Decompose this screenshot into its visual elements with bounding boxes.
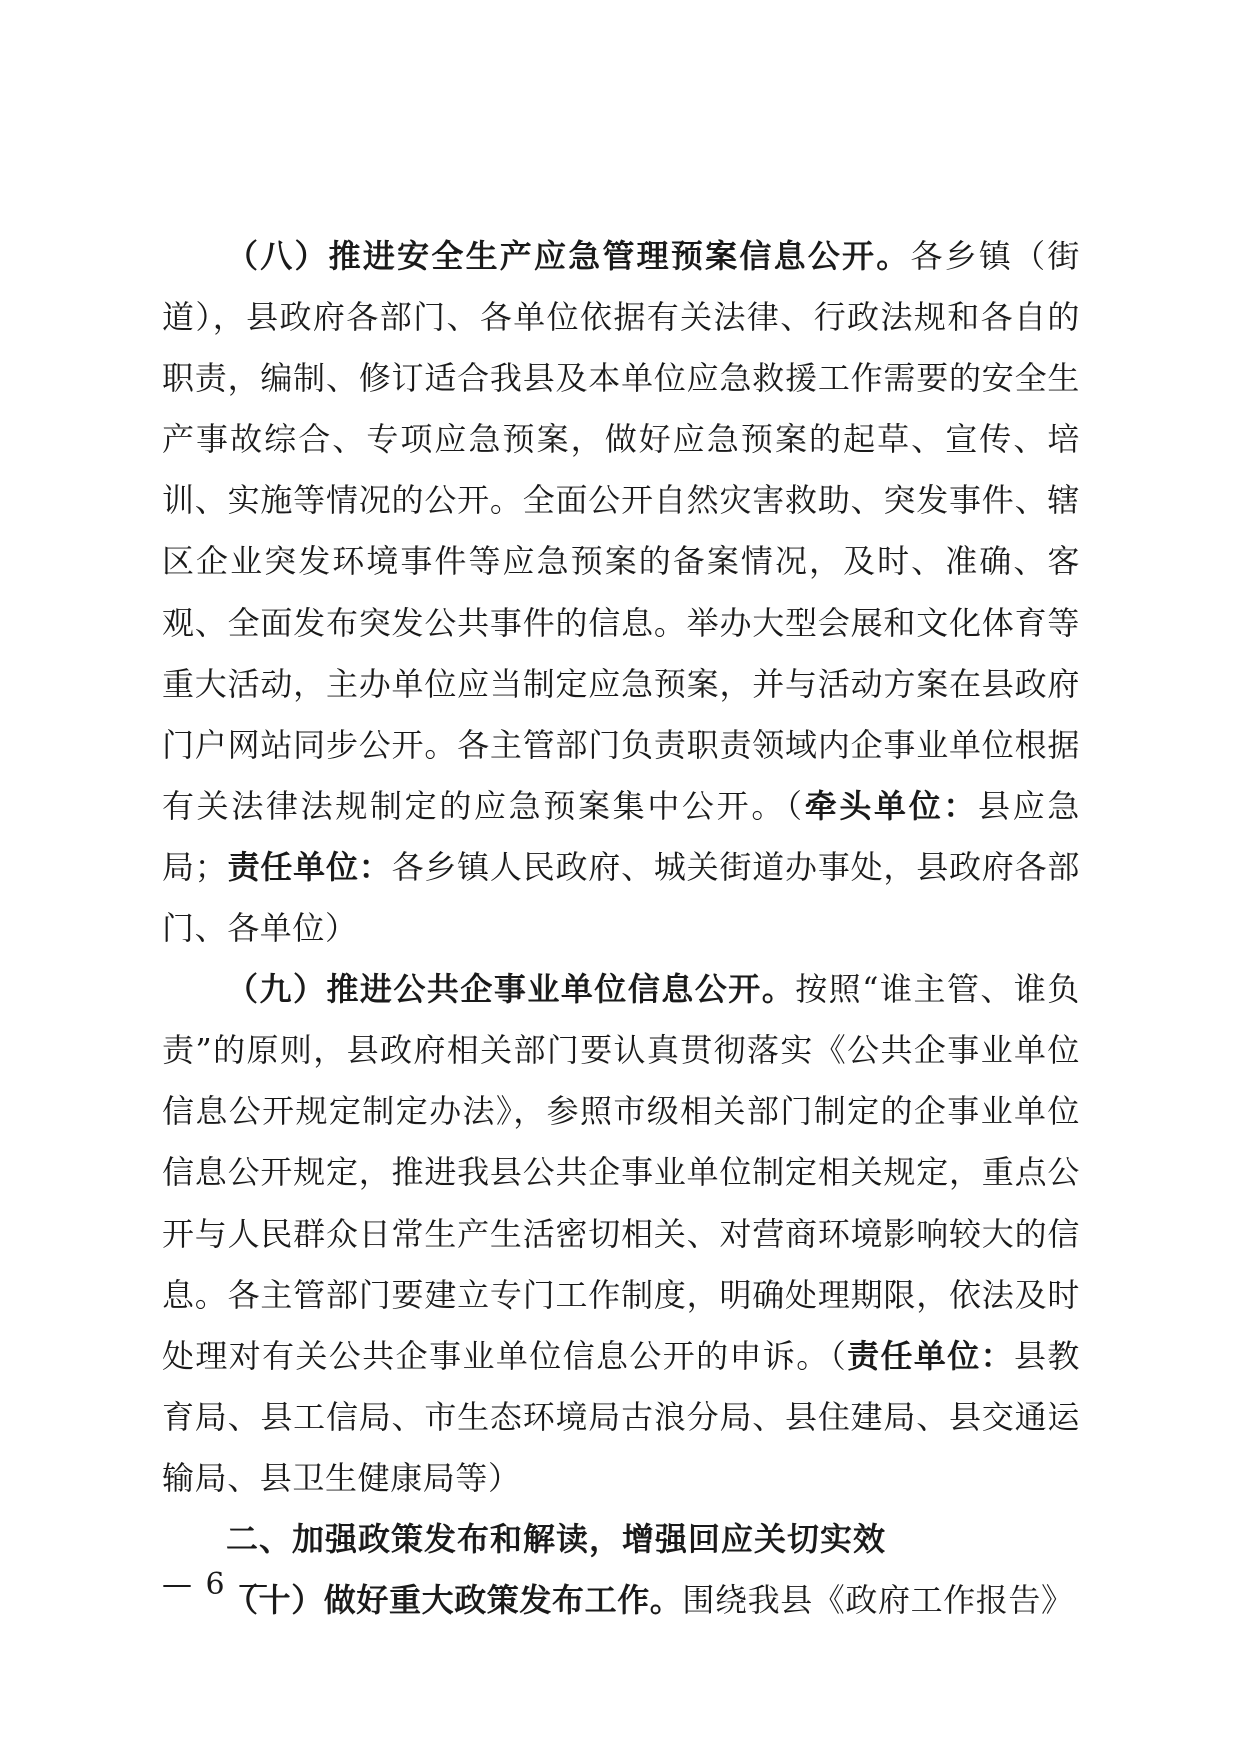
paragraph-8-resp-value: 各乡镇人民政府、城关街道办事处，县政府各部门、各单位 [162,847,1080,948]
paragraph-9-body: 按照“谁主管、谁负责”的原则，县政府相关部门要认真贯彻落实《公共企事业单位信息公开规定制定办法》，参照市级相关部门制定的企事业单位信息公开规定，推进我县公共企事业单位制定相关规定，重点公开与人民群众日常生产生活密切相关、对营商环境影响较大的信息。各主管部门要建立专门工作制度，明确处理期限，依法及时处理对有关公共企事业单位信息公开的申诉。 [162,970,1080,1375]
paragraph-8-resp-label: 责任单位： [227,847,392,886]
document-body [162,226,1080,1631]
paragraph-8-heading: （八）推进安全生产应急管理预案信息公开。 [226,237,911,275]
paragraph-8-lead-label: 牵头单位： [804,786,979,825]
paragraph-8 [162,226,1080,959]
paragraph-8-open-paren: （ [786,786,805,825]
paragraph-9-resp-value: 县教育局、县工信局、市生态环境局古浪分局、县住建局、县交通运输局、县卫生健康局等 [162,1336,1080,1497]
page-number: — 6 — [162,1567,271,1602]
paragraph-10 [162,1570,1080,1631]
paragraph-9-close-paren: ） [488,1458,521,1497]
paragraph-10-heading: （十）做好重大政策发布工作。 [226,1581,683,1620]
paragraph-8-lead-value: 县应急局； [162,786,1080,886]
paragraph-9-open-paren: （ [829,1336,848,1375]
paragraph-9-heading: （九）推进公共企事业单位信息公开。 [226,970,796,1009]
section-2-heading: 二、加强政策发布和解读，增强回应关切实效 [226,1519,887,1558]
paragraph-10-body: 围绕我县《政府工作报告》 [682,1581,1074,1620]
paragraph-8-body: 各乡镇（街道），县政府各部门、各单位依据有关法律、行政法规和各自的职责，编制、修订适合我县及本单位应急救援工作需要的安全生产事故综合、专项应急预案，做好应急预案的起草、宣传、培训、实施等情况的公开。全面公开自然灾害救助、突发事件、辖区企业突发环境事件等应急预案的备案情况，及时、准确、客观、全面发布突发公共事件的信息。举办大型会展和文化体育等重大活动，主办单位应当制定应急预案，并与活动方案在县政府门户网站同步公开。各主管部门负责职责领域内企事业单位根据有关法律法规制定的应急预案集中公开。 [162,237,1080,825]
paragraph-9-resp-label: 责任单位： [847,1336,1014,1375]
paragraph-9 [162,959,1080,1509]
paragraph-8-close-paren: ） [325,909,358,948]
